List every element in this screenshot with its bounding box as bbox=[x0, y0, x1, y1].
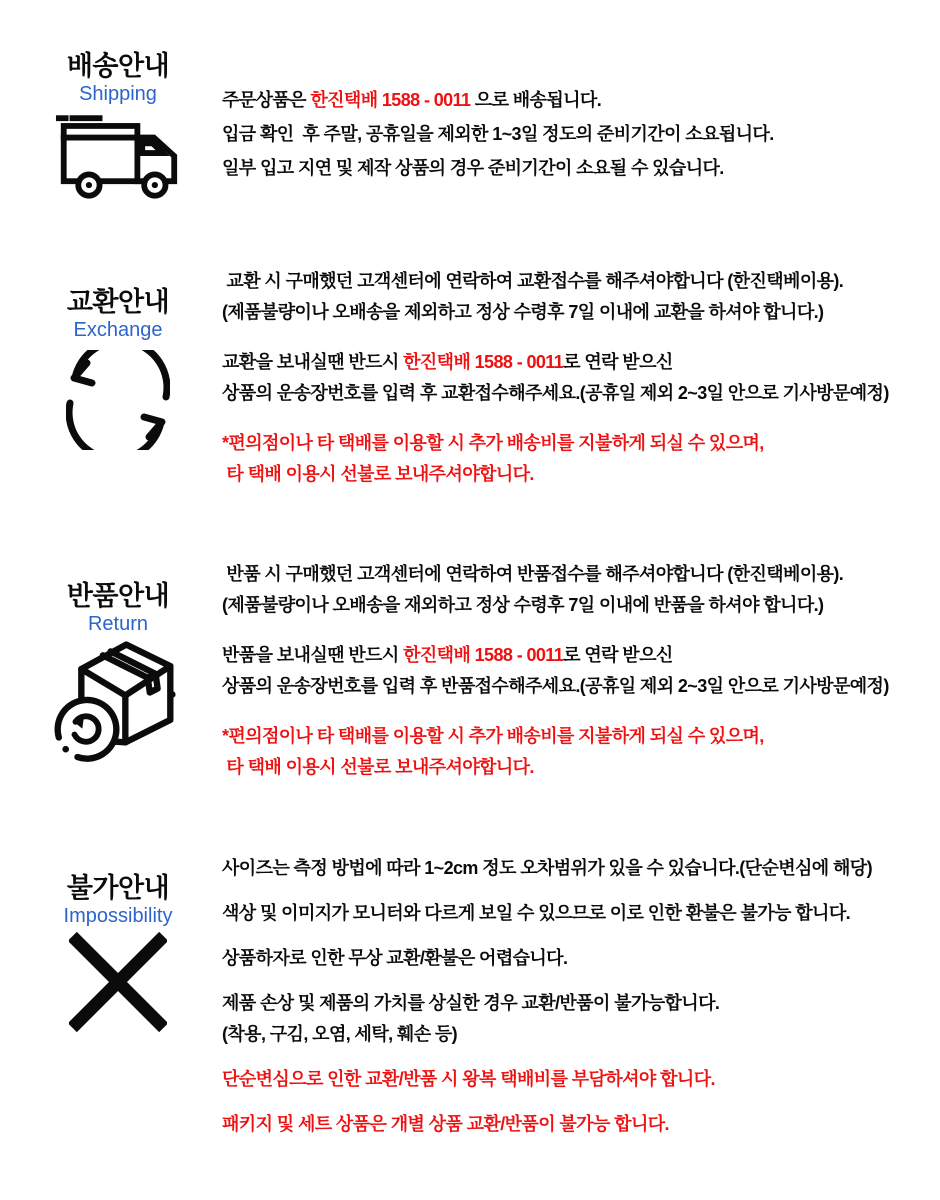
text-line bbox=[222, 117, 928, 151]
text-line bbox=[222, 1019, 928, 1050]
text-segment: 로 연락 받으신 bbox=[563, 645, 673, 665]
section-subtitle-shipping: Shipping bbox=[79, 83, 157, 105]
shipping-icon-wrap bbox=[38, 110, 198, 202]
impossibility-icon-wrap bbox=[38, 932, 198, 1032]
text-segment: 반품 시 구매했던 고객센터에 연락하여 반품접수를 해주셔야합니다 ( bbox=[222, 564, 733, 584]
text-segment: 상품하자로 인한 무상 교환/환불은 어렵습니다. bbox=[222, 948, 568, 968]
return-box-icon bbox=[52, 638, 184, 790]
text-line bbox=[222, 83, 928, 117]
paragraph bbox=[222, 943, 928, 974]
text-line bbox=[222, 297, 928, 328]
text-segment: 사이즈는 측정 방법에 따라 1~2cm 정도 오차범위가 있을 수 있습니다.(단순변심에 해당) bbox=[222, 858, 872, 878]
text-segment: 반품을 보내실땐 반드시 bbox=[222, 645, 404, 665]
paragraph bbox=[222, 1064, 928, 1095]
text-segment: 단순변심으로 인한 교환/반품 시 왕복 택배비를 부담하셔야 합니다. bbox=[222, 1069, 715, 1089]
text-segment: 일부 입고 지연 및 제작 상품의 경우 준비기간이 소요될 수 있습니다. bbox=[222, 158, 724, 178]
text-line bbox=[222, 266, 928, 297]
paragraph bbox=[222, 266, 928, 328]
section-subtitle-impossibility: Impossibility bbox=[63, 905, 173, 927]
shipping-text bbox=[222, 83, 928, 185]
section-title-return: 반품안내 bbox=[66, 581, 170, 611]
text-line bbox=[222, 1109, 928, 1140]
text-segment: 패키지 및 세트 상품은 개별 상품 교환/반품이 불가능 합니다. bbox=[222, 1114, 669, 1134]
text-segment: (제품불량이나 오배송을 제외하고 정상 수령후 7일 이내에 교환을 하셔야 합니다.) bbox=[222, 302, 824, 322]
text-segment: 으로 배송됩니다. bbox=[474, 90, 602, 110]
text-line bbox=[222, 347, 928, 378]
return-header bbox=[38, 580, 198, 790]
return-icon-wrap bbox=[38, 638, 198, 790]
text-line bbox=[222, 898, 928, 929]
text-segment: 상품의 운송장번호를 입력 후 교환접수해주세요.(공휴일 제외 2~3일 안으로 기사방문예정) bbox=[222, 383, 889, 403]
text-segment: 로 연락 받으신 bbox=[563, 352, 673, 372]
paragraph bbox=[222, 428, 928, 490]
text-segment: 교환을 보내실땐 반드시 bbox=[222, 352, 404, 372]
exchange-text bbox=[222, 266, 928, 490]
text-segment: 이용). bbox=[799, 271, 844, 291]
text-segment: 한진택베 bbox=[732, 564, 800, 584]
text-line bbox=[222, 151, 928, 185]
text-segment: 상품의 운송장번호를 입력 후 반품접수해주세요.(공휴일 제외 2~3일 안으로 기사방문예정) bbox=[222, 676, 889, 696]
text-line bbox=[222, 1064, 928, 1095]
paragraph bbox=[222, 559, 928, 621]
text-segment: 이용). bbox=[799, 564, 844, 584]
text-line bbox=[222, 378, 928, 409]
text-segment: (착용, 구김, 오염, 세탁, 훼손 등) bbox=[222, 1024, 458, 1044]
text-segment: *편의점이나 타 택배를 이용할 시 추가 배송비를 지불하게 되실 수 있으며, bbox=[222, 726, 764, 746]
text-line bbox=[222, 590, 928, 621]
text-segment: 한진택베 bbox=[732, 271, 800, 291]
text-line bbox=[222, 671, 928, 702]
section-subtitle-return: Return bbox=[87, 613, 149, 635]
section-subtitle-exchange: Exchange bbox=[73, 319, 163, 341]
text-segment: 한진택배 1588 - 0011 bbox=[403, 352, 564, 372]
paragraph bbox=[222, 347, 928, 409]
paragraph bbox=[222, 83, 928, 185]
section-title-shipping: 배송안내 bbox=[66, 51, 170, 81]
return-text bbox=[222, 559, 928, 783]
text-line bbox=[222, 428, 928, 459]
shipping-header bbox=[38, 50, 198, 202]
text-segment: 주문상품은 bbox=[222, 90, 311, 110]
text-segment: *편의점이나 타 택배를 이용할 시 추가 배송비를 지불하게 되실 수 있으며, bbox=[222, 433, 764, 453]
text-line bbox=[222, 721, 928, 752]
impossibility-text bbox=[222, 853, 928, 1140]
section-title-exchange: 교환안내 bbox=[66, 287, 170, 317]
text-line bbox=[222, 943, 928, 974]
text-segment: 한진택배 1588 - 0011 bbox=[310, 90, 475, 110]
text-line bbox=[222, 853, 928, 884]
paragraph bbox=[222, 898, 928, 929]
paragraph bbox=[222, 640, 928, 702]
paragraph bbox=[222, 988, 928, 1050]
text-segment: 제품 손상 및 제품의 가치를 상실한 경우 교환/반품이 불가능합니다. bbox=[222, 993, 720, 1013]
x-mark-icon bbox=[69, 932, 167, 1032]
delivery-truck-icon bbox=[55, 110, 181, 202]
text-line bbox=[222, 640, 928, 671]
paragraph bbox=[222, 721, 928, 783]
text-line bbox=[222, 459, 928, 490]
text-segment: 교환 시 구매했던 고객센터에 연락하여 교환접수를 해주셔야합니다 ( bbox=[222, 271, 733, 291]
exchange-arrows-icon bbox=[66, 350, 170, 450]
text-segment: 입금 확인 후 주말, 공휴일을 제외한 1~3일 정도의 준비기간이 소요됩니다. bbox=[222, 124, 774, 144]
exchange-header bbox=[38, 286, 198, 450]
text-line bbox=[222, 988, 928, 1019]
text-segment: 타 택배 이용시 선불로 보내주셔야합니다. bbox=[222, 464, 534, 484]
text-segment: 한진택배 1588 - 0011 bbox=[403, 645, 564, 665]
text-segment: (제품불량이나 오배송을 재외하고 정상 수령후 7일 이내에 반품을 하셔야 합니다.) bbox=[222, 595, 824, 615]
exchange-icon-wrap bbox=[38, 350, 198, 450]
text-line bbox=[222, 752, 928, 783]
text-segment: 타 택배 이용시 선불로 보내주셔야합니다. bbox=[222, 757, 534, 777]
text-segment: 색상 및 이미지가 모니터와 다르게 보일 수 있으므로 이로 인한 환불은 불가능 합니다. bbox=[222, 903, 851, 923]
section-title-impossibility: 불가안내 bbox=[66, 873, 170, 903]
text-line bbox=[222, 559, 928, 590]
impossibility-header bbox=[38, 872, 198, 1032]
paragraph bbox=[222, 853, 928, 884]
paragraph bbox=[222, 1109, 928, 1140]
